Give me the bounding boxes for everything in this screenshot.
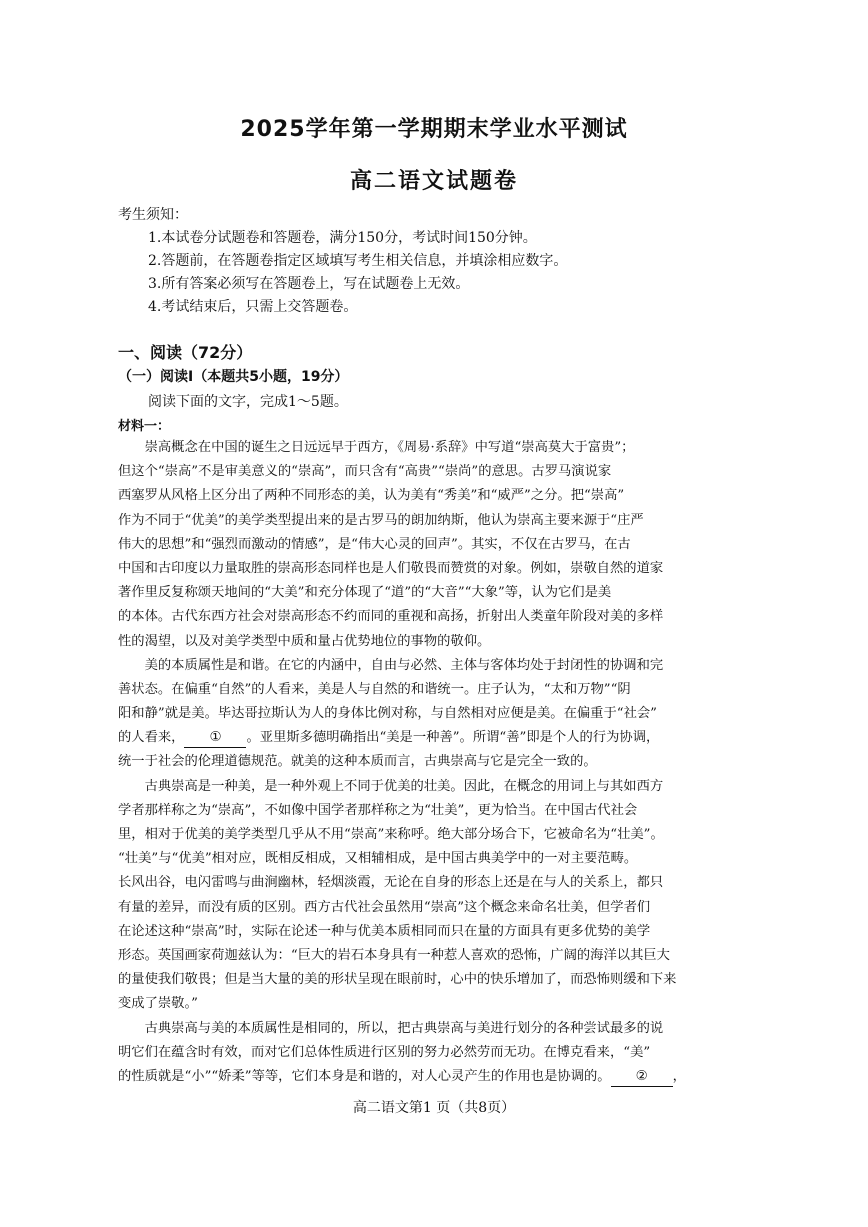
passage-line: 崇高概念在中国的诞生之日远远早于西方，《周易·系辞》中写道“崇高莫大于富贵”； [118,440,635,455]
subsection-title: （一）阅读Ⅰ（本题共5小题，19分） [118,369,349,385]
material-label: 材料一： [118,419,171,434]
passage-line: 形态。英国画家荷迦兹认为：“巨大的岩石本身具有一种惹人喜欢的恐怖，广阔的海洋以其巨大 [118,947,670,963]
passage-line: 有量的差异，而没有质的区别。西方古代社会虽然用“崇高”这个概念来命名壮美，但学者们 [118,899,651,915]
passage-line: 统一于社会的伦理道德规范。就美的这种本质而言，古典崇高与它是完全一致的。 [118,754,597,770]
passage-line: 中国和古印度以力量取胜的崇高形态同样也是人们敬畏而赞赏的对象。例如，崇敬自然的道家 [118,560,664,576]
passage-line: 古典崇高与美的本质属性是相同的，所以，把古典崇高与美进行划分的各种尝试最多的说 [118,1020,664,1036]
passage-line: 古典崇高是一种美，是一种外观上不同于优美的壮美。因此，在概念的用词上与其如西方 [118,778,664,794]
passage-line: 的本体。古代东西方社会对崇高形态不约而同的重视和高扬，折射出人类童年阶段对美的多样 [118,609,664,625]
passage-line: 长风出谷，电闪雷鸣与曲涧幽林，轻烟淡霞，无论在自身的形态上还是在与人的关系上，都只 [118,875,664,891]
passage-text: 。亚里斯多德明确指出“美是一种善”。所谓“善”即是个人的行为协调， [246,730,660,746]
passage-line: 伟大的思想”和“强烈而激动的情感”，是“伟大心灵的回声”。其实，不仅在古罗马，在古 [118,536,631,552]
passage-line: 的量使我们敬畏；但是当大量的美的形状呈现在眼前时，心中的快乐增加了，而恐怖则缓和下来 [118,972,677,988]
passage-line: 明它们在蕴含时有效，而对它们总体性质进行区别的努力必然劳而无功。在博克看来，“美” [118,1044,651,1060]
passage-line: 性的渴望，以及对美学类型中质和量占优势地位的事物的敬仰。 [118,633,491,649]
passage-line: 在论述这种“崇高”时，实际在论述一种与优美本质相同而只在量的方面具有更多优势的美学 [118,923,651,939]
answer-blank-2: ② [611,1068,673,1087]
passage-line: 但这个“崇高”不是审美意义的“崇高”，而只含有“高贵”“崇尚”的意思。古罗马演说家 [118,464,612,480]
passage-line: 学者那样称之为“崇高”，不如像中国学者那样称之为“壮美”，更为恰当。在中国古代社会 [118,802,638,818]
exam-subtitle: 高二语文试题卷 [349,169,518,194]
passage-line: 西塞罗从风格上区分出了两种不同形态的美，认为美有“秀美”和“威严”之分。把“崇高” [118,488,625,504]
passage-text: 的人看来， [118,730,185,746]
answer-blank-1: ① [184,729,246,748]
passage-line: 变成了崇敬。” [118,996,198,1012]
notice-item: 1.本试卷分试题卷和答题卷，满分150分，考试时间150分钟。 [148,230,537,246]
section-title: 一、阅读（72分） [118,343,253,362]
passage-line-with-blank-1 [118,726,790,750]
exam-title: 2025学年第一学期期末学业水平测试 [240,117,628,142]
notice-item: 3.所有答案必须写在答题卷上，写在试题卷上无效。 [148,276,470,292]
reading-passage [118,436,790,1089]
notice-item: 2.答题前，在答题卷指定区域填写考生相关信息，并填涂相应数字。 [148,253,568,269]
candidate-notice [118,204,818,319]
passage-line: 著作里反复称颂天地间的“大美”和充分体现了“道”的“大音”“大象”等，认为它们是美 [118,585,612,601]
passage-line: 美的本质属性是和谐。在它的内涵中，自由与必然、主体与客体均处于封闭性的协调和完 [118,657,664,673]
notice-heading: 考生须知： [118,207,188,223]
notice-item: 4.考试结束后，只需上交答题卷。 [148,299,358,315]
passage-line-with-blank-2 [118,1065,790,1089]
passage-line: 里，相对于优美的美学类型几乎从不用“崇高”来称呼。绝大部分场合下，它被命名为“壮美”。 [118,827,664,842]
passage-line: “壮美”与“优美”相对应，既相反相成，又相辅相成，是中国古典美学中的一对主要范畴。 [118,851,638,867]
page-footer: 高二语文第1 页（共8页） [352,1100,516,1116]
passage-line: 阳和静”就是美。毕达哥拉斯认为人的身体比例对称，与自然相对应便是美。在偏重于“社会” [118,706,657,722]
passage-line: 作为不同于“优美”的美学类型提出来的是古罗马的朗加纳斯，他认为崇高主要来源于“庄严 [118,512,644,528]
reading-instruction: 阅读下面的文字，完成1～5题。 [148,394,348,410]
passage-text: 的性质就是“小”“娇柔”等等，它们本身是和谐的，对人心灵产生的作用也是协调的。 [118,1068,611,1084]
passage-line: 善状态。在偏重“自然”的人看来，美是人与自然的和谐统一。庄子认为，“太和万物”“阴 [118,681,631,697]
passage-text: ， [672,1068,686,1084]
